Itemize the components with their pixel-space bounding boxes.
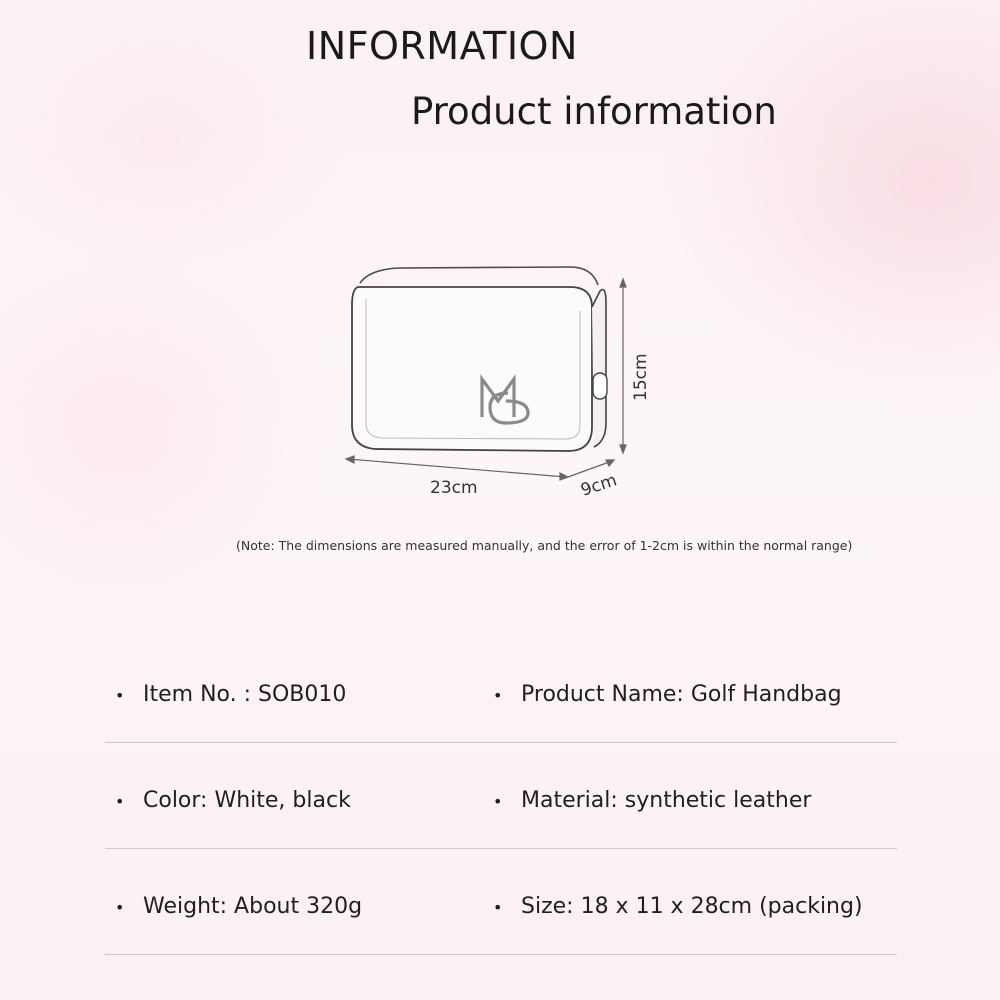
bag-illustration	[330, 255, 650, 505]
depth-label: 9cm	[578, 470, 620, 501]
bullet-icon: •	[115, 686, 125, 705]
spec-size: • Size: 18 x 11 x 28cm (packing)	[493, 894, 863, 919]
bullet-icon: •	[115, 898, 125, 917]
page-title: INFORMATION	[306, 24, 578, 68]
height-label: 15cm	[631, 353, 650, 401]
spec-row	[105, 788, 897, 849]
height-dimension-line	[620, 279, 626, 453]
spec-row	[105, 682, 897, 743]
bullet-icon: •	[493, 898, 503, 917]
width-dimension-line	[346, 456, 568, 480]
bullet-icon: •	[493, 792, 503, 811]
spec-material: • Material: synthetic leather	[493, 788, 812, 813]
product-dimension-diagram	[330, 255, 650, 505]
spec-row	[105, 894, 897, 955]
width-label: 23cm	[430, 478, 478, 498]
spec-item-number: • Item No. : SOB010	[115, 682, 347, 707]
bag-front	[352, 287, 592, 451]
spec-product-name: • Product Name: Golf Handbag	[493, 682, 842, 707]
page-subtitle: Product information	[411, 90, 777, 133]
spec-weight: • Weight: About 320g	[115, 894, 363, 919]
zipper-pull-icon	[593, 373, 607, 399]
spec-color: • Color: White, black	[115, 788, 351, 813]
bullet-icon: •	[493, 686, 503, 705]
measurement-note: (Note: The dimensions are measured manually, and the error of 1-2cm is within the normal range)	[236, 538, 853, 553]
bullet-icon: •	[115, 792, 125, 811]
